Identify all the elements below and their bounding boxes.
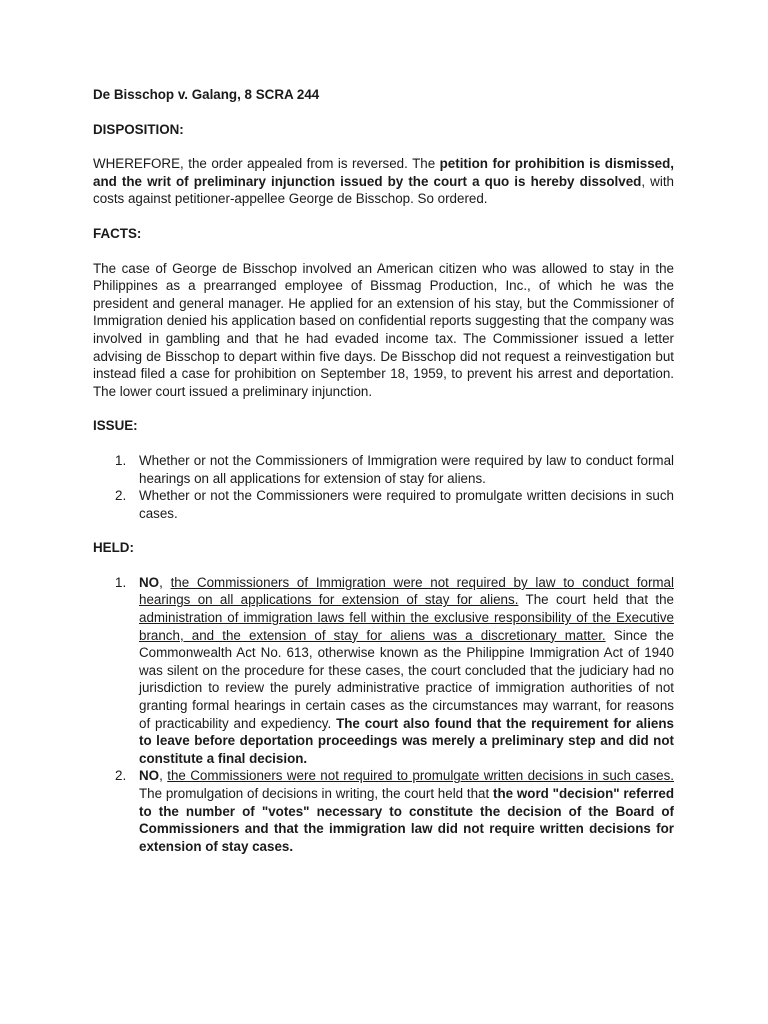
held-text: The promulgation of decisions in writing, the court held that: [139, 786, 493, 801]
held-answer: NO: [139, 574, 160, 590]
held-underlined-text: the Commissioners were not required to promulgate written decisions in such cases.: [167, 768, 674, 784]
held-answer: NO: [139, 768, 160, 784]
document-page: [93, 86, 674, 855]
held-bold-text: The court also found that the requirement for aliens to leave before deportation proceedings was merely a preliminary step and did not constitute a final decision.: [139, 715, 674, 766]
held-separator: ,: [159, 768, 168, 784]
held-heading: HELD:: [93, 540, 134, 556]
issue-item: [93, 487, 674, 522]
held-text: The court held that the: [518, 592, 674, 608]
disposition-heading: DISPOSITION:: [93, 121, 184, 137]
held-item: [93, 574, 674, 768]
held-item: [93, 767, 674, 855]
disposition-paragraph: [93, 155, 674, 208]
held-underlined-text: the Commissioners of Immigration were not required by law to conduct formal hearings on all applications for extension of stay for aliens.: [139, 574, 674, 608]
held-item-number: 1.: [115, 574, 127, 590]
issue-item-number: 2.: [115, 488, 127, 504]
disposition-text-2: , with costs against petitioner-appellee George de Bisschop. So ordered.: [93, 173, 674, 207]
held-separator: ,: [159, 574, 171, 590]
facts-heading: FACTS:: [93, 225, 142, 241]
held-underlined-text: administration of immigration laws fell within the exclusive responsibility of the Executive branch, and the extension of stay for aliens was a discretionary matter.: [139, 610, 674, 643]
issue-item-number: 1.: [115, 452, 127, 468]
facts-paragraph: The case of George de Bisschop involved an American citizen who was allowed to stay in the Philippines as a prearranged employee of Bissmag Production, Inc., of which he was the president and general manager. He applied for an extension of his stay, but the Commissioner of Immigration denied his application based on confidential reports suggesting that the company was involved in gambling and that he had evaded income tax. The Commissioner issued a letter advising de Bisschop to depart within five days. De Bisschop did not request a reinvestigation but instead filed a case for prohibition on September 18, 1959, to prevent his arrest and deportation. The lower court issued a preliminary injunction.: [93, 260, 674, 399]
issue-heading: ISSUE:: [93, 418, 138, 434]
held-item-number: 2.: [115, 768, 127, 784]
issue-item-text: Whether or not the Commissioners of Immigration were required by law to conduct formal hearings on all applications for extension of stay for aliens.: [139, 452, 674, 486]
disposition-bold-text: petition for prohibition is dismissed, and the writ of preliminary injunction issued by the court a quo is hereby dissolved: [93, 156, 674, 189]
case-title: De Bisschop v. Galang, 8 SCRA 244: [93, 87, 320, 102]
held-bold-text: the word "decision" referred to the number of "votes" necessary to constitute the decision of the Board of Commissioners and that the immigration law did not require written decisions for extension of stay cases.: [139, 786, 674, 854]
issue-list: [93, 452, 674, 522]
held-text: Since the Commonwealth Act No. 613, otherwise known as the Philippine Immigration Act of 1940 was silent on the procedure for these cases, the court concluded that the judiciary had no jurisdiction to review the purely administrative practice of immigration authorities of not granting formal hearings in certain cases as the circumstances may warrant, for reasons of practicability and expediency.: [139, 627, 674, 731]
issue-item: [93, 452, 674, 487]
disposition-text-1: WHEREFORE, the order appealed from is reversed. The: [93, 156, 440, 172]
held-list: [93, 574, 674, 856]
issue-item-text: Whether or not the Commissioners were required to promulgate written decisions in such cases.: [139, 488, 674, 521]
